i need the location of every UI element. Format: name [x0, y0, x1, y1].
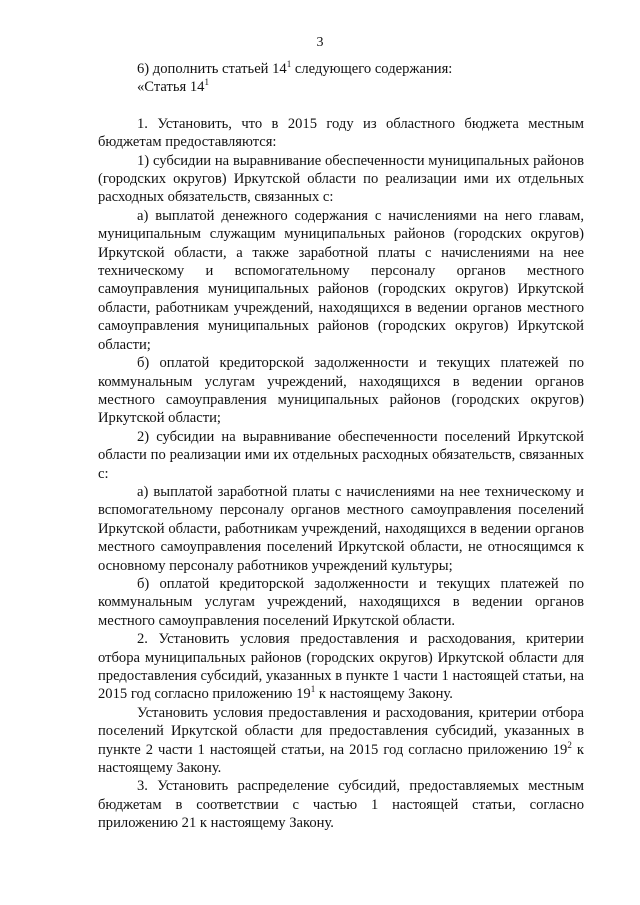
document-body: [98, 60, 584, 833]
article-title: «Статья $14^1$: [137, 77, 209, 96]
paragraph-1-1: 1) субсидии на выравнивание обеспеченности муниципальных районов (городских округов) Иркутской области по реализации ими их отдельных расходных обязательств, связанных с:: [98, 152, 584, 206]
paragraph-1-1-b: б) оплатой кредиторской задолженности и текущих платежей по коммунальным услугам учреждений, находящихся в ведении органов местного самоуправления муниципальных районов (городских округов) Иркутской области;: [98, 355, 584, 427]
amendment-line: 6) дополнить статьей $14^1$ следующего содержания:: [137, 59, 453, 77]
paragraph-1: 1. Установить, что в 2015 году из областного бюджета местным бюджетам предоставляются:: [98, 115, 584, 151]
page-number: 3: [316, 35, 324, 50]
paragraph-3: 3. Установить распределение субсидий, предоставляемых местным бюджетам в соответствии с частью 1 настоящей статьи, согласно приложению 21 к настоящему Закону.: [98, 778, 584, 832]
paragraph-2-second: Установить условия предоставления и расходования, критерии отбора поселений Иркутской области для предоставления субсидий, указанных в пункте 2 части 1 настоящей статьи, на 2015 год согласно приложению $19^2$ к настоящему Закону.: [98, 704, 584, 777]
paragraph-1-2-a: а) выплатой заработной платы с начислениями на нее техническому и вспомогательному персоналу органов местного самоуправления поселений Иркутской области, работникам учреждений, находящихся в ведении органов местного самоуправления поселений Иркутской области, не относящимся к основному персоналу работников учреждений культуры;: [98, 483, 584, 574]
paragraph-1-2-b: б) оплатой кредиторской задолженности и текущих платежей по коммунальным услугам учреждений, находящихся в ведении органов местного самоуправления поселений Иркутской области.: [98, 575, 584, 629]
paragraph-1-1-a: а) выплатой денежного содержания с начислениями на него главам, муниципальным служащим муниципальных районов (городских округов) Иркутской области, а также заработной платы с начислениями на нее техническому и вспомогательному персоналу органов местного самоуправления муниципальных районов (городских округов) Иркутской области, работникам учреждений, находящихся в ведении органов местного самоуправления муниципальных районов (городских округов) Иркутской области;: [98, 207, 584, 353]
paragraph-2: 2. Установить условия предоставления и расходования, критерии отбора муниципальных районов (городских округов) Иркутской области для предоставления субсидий, указанных в пункте 1 части 1 настоящей статьи, на 2015 год согласно приложению $19^1$ к настоящему Закону.: [98, 631, 584, 703]
paragraph-1-2: 2) субсидии на выравнивание обеспеченности поселений Иркутской области по реализации ими их отдельных расходных обязательств, связанных с:: [98, 428, 584, 482]
spacer: [98, 97, 584, 115]
